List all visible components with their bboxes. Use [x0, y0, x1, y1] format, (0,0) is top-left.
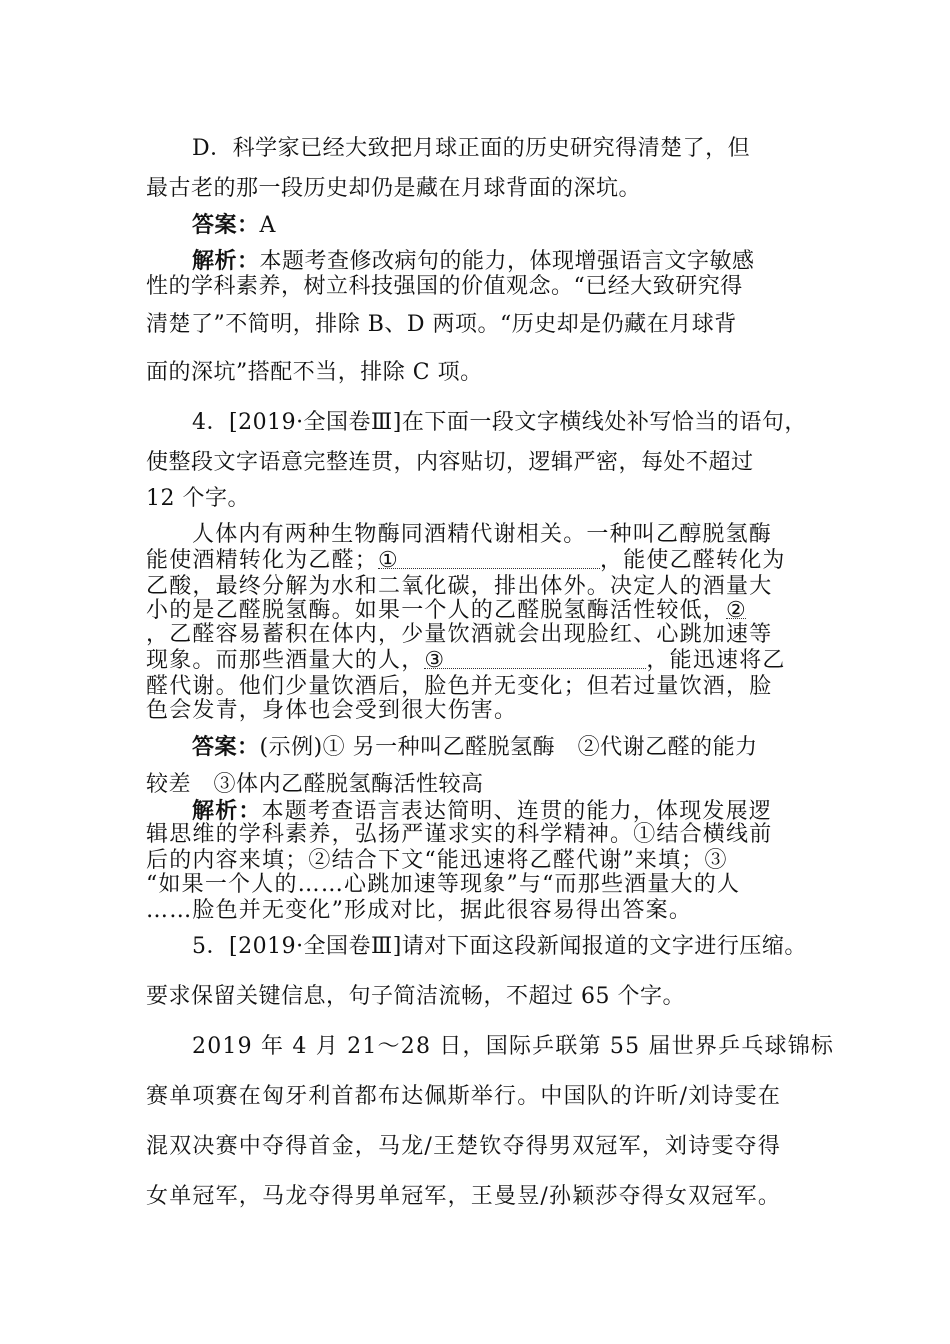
q4-analysis-line-5: ……脸色并无变化”形成对比，据此很容易得出答案。 — [146, 898, 693, 923]
q3-analysis-line-2: 性的学科素养，树立科技强国的价值观念。“已经大致研究得 — [146, 274, 743, 299]
q5-passage-line-3: 混双决赛中夺得首金，马龙/王楚钦夺得男双冠军，刘诗雯夺得 — [146, 1134, 782, 1159]
q5-stem-line-1: 5．[2019·全国卷Ⅲ]请对下面这段新闻报道的文字进行压缩。 — [192, 934, 807, 959]
q4-passage-line-1: 人体内有两种生物酶同酒精代谢相关。一种叫乙醇脱氢酶 — [192, 522, 773, 547]
q4-passage-line-7: 醛代谢。他们少量饮酒后，脸色并无变化；但若过量饮酒，脸 — [146, 674, 773, 699]
analysis-label: 解析： — [192, 798, 262, 824]
q4-analysis-line-3: 后的内容来填；②结合下文“能迅速将乙醛代谢”来填；③ — [146, 848, 728, 873]
q5-stem-line-2: 要求保留关键信息，句子简洁流畅，不超过 65 个字。 — [146, 984, 685, 1009]
blank-1-marker: ① — [378, 548, 399, 573]
answer-label: 答案： — [192, 212, 260, 238]
blank-2-marker: ② — [726, 598, 747, 623]
blank-3 — [424, 648, 646, 673]
q4-passage-line-6 — [146, 648, 786, 674]
q3-answer — [192, 212, 276, 239]
q4-passage-line-5: ，乙醛容易蓄积在体内，少量饮酒就会出现脸红、心跳加速等 — [146, 622, 773, 647]
option-d-line-2: 最古老的那一段历史却仍是藏在月球背面的深坑。 — [146, 176, 642, 201]
q4-passage-line-2 — [146, 548, 786, 574]
q3-analysis-line-3: 清楚了”不简明，排除 B、D 两项。“历史却是仍藏在月球背 — [146, 312, 737, 337]
q4-answer-line-2: 较差 ③体内乙醛脱氢酶活性较高 — [146, 772, 484, 797]
analysis-text: 本题考查语言表达简明、连贯的能力，体现发展逻 — [261, 799, 773, 824]
passage-text: ，能使乙醛转化为 — [600, 548, 786, 573]
q4-stem-line-2: 使整段文字语意完整连贯，内容贴切，逻辑严密，每处不超过 — [146, 450, 754, 475]
analysis-text: 本题考查修改病句的能力，体现增强语言文字敏感 — [259, 249, 755, 274]
passage-text: 现象。而那些酒量大的人， — [146, 648, 425, 673]
q4-analysis-line-2: 辑思维的学科素养，弘扬严谨求实的科学精神。①结合横线前 — [146, 822, 773, 847]
q4-analysis-line-4: “如果一个人的……心跳加速等现象”与“而那些酒量大的人 — [146, 872, 741, 897]
passage-text: 小的是乙醛脱氢酶。如果一个人的乙醛脱氢酶活性较低， — [146, 598, 727, 623]
q4-stem-line-1: 4．[2019·全国卷Ⅲ]在下面一段文字横线处补写恰当的语句， — [192, 410, 807, 435]
q3-analysis-line-4: 面的深坑”搭配不当，排除 C 项。 — [146, 360, 483, 385]
q3-analysis-line-1 — [192, 248, 755, 275]
answer-text: (示例)① 另一种叫乙醛脱氢酶 ②代谢乙醛的能力 — [259, 735, 758, 760]
answer-label: 答案： — [192, 734, 260, 760]
passage-text: 能使酒精转化为乙醛； — [146, 548, 379, 573]
blank-3-marker: ③ — [424, 648, 446, 673]
passage-text: ，能迅速将乙 — [646, 648, 786, 673]
q4-passage-line-4 — [146, 598, 746, 624]
option-d-line-1: D．科学家已经大致把月球正面的历史研究得清楚了，但 — [192, 136, 751, 161]
q4-answer-line-1 — [192, 734, 758, 761]
blank-1 — [378, 548, 600, 573]
analysis-label: 解析： — [192, 248, 260, 274]
q4-stem-line-3: 12 个字。 — [146, 486, 250, 511]
q4-analysis-line-1 — [192, 798, 772, 825]
answer-value: A — [259, 213, 276, 238]
q5-passage-line-1: 2019 年 4 月 21～28 日，国际乒联第 55 届世界乒乓球锦标 — [192, 1034, 835, 1059]
q5-passage-line-4: 女单冠军，马龙夺得男单冠军，王曼昱/孙颖莎夺得女双冠军。 — [146, 1184, 782, 1209]
q5-passage-line-2: 赛单项赛在匈牙利首都布达佩斯举行。中国队的许昕/刘诗雯在 — [146, 1084, 782, 1109]
blank-2 — [726, 598, 747, 623]
q4-passage-line-8: 色会发青，身体也会受到很大伤害。 — [146, 698, 518, 723]
q4-passage-line-3: 乙酸，最终分解为水和二氧化碳，排出体外。决定人的酒量大 — [146, 574, 773, 599]
